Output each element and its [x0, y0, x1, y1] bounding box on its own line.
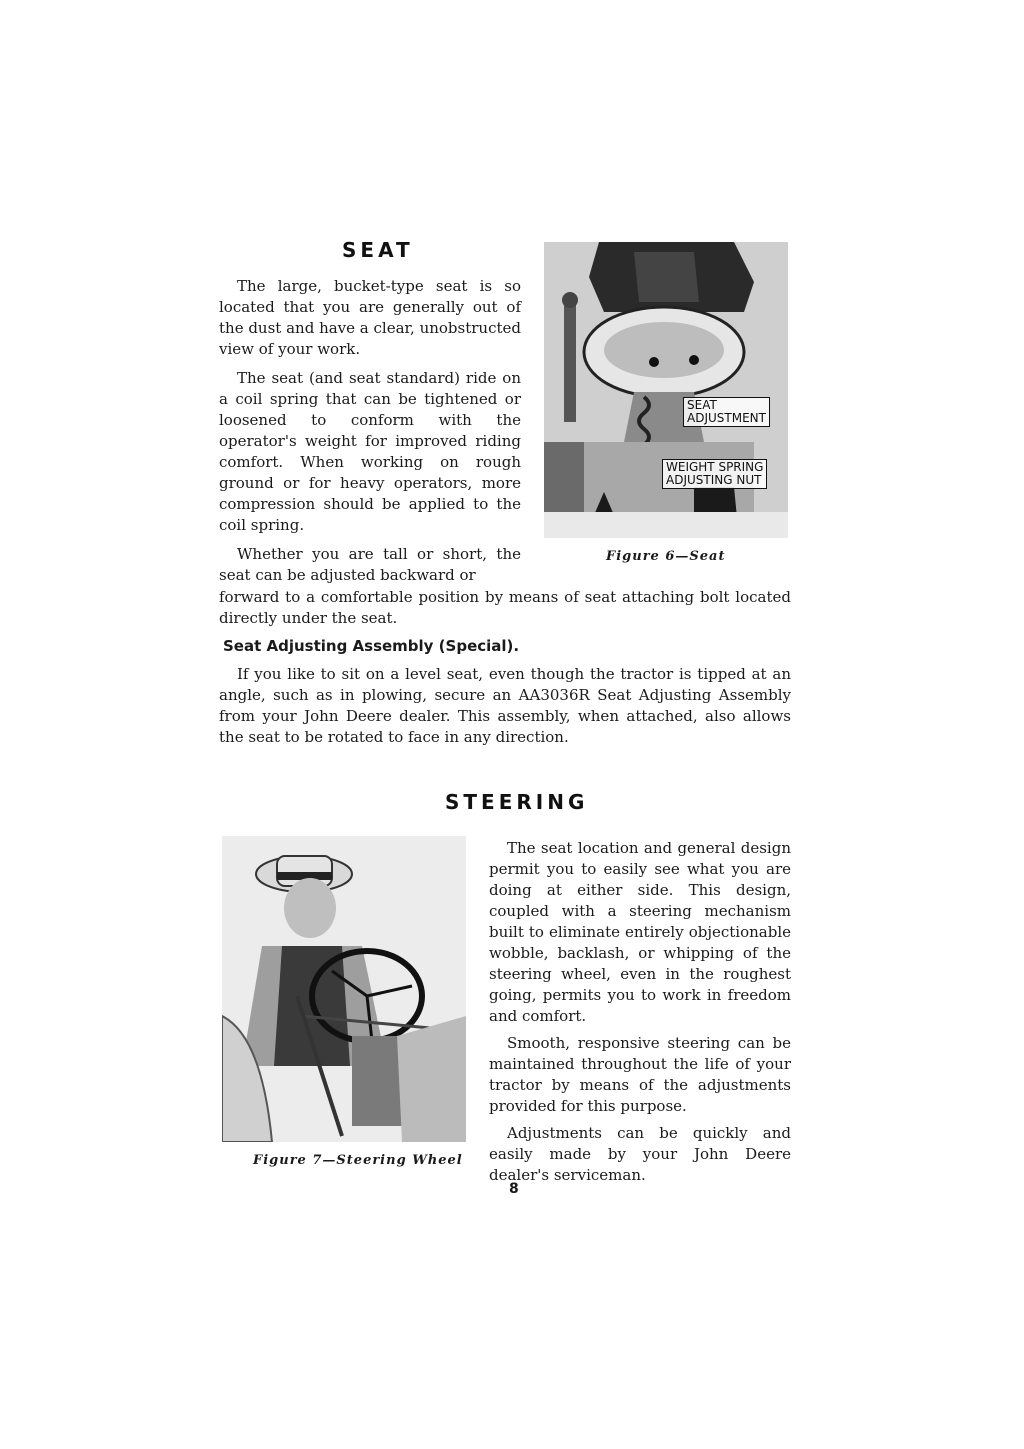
seat-paragraph-2: The seat (and seat standard) ride on a coil spring that can be tightened or loosened to conform with the operator's weight for improved riding comfort. When working on rough ground or for heavy operators, more compression should be applied to the coil spring. [219, 369, 521, 534]
steering-paragraph-1: The seat location and general design permit you to easily see what you are doing at either side. This design, coupled with a steering mechanism built to eliminate entirely objectionable wobble, backlash, or whipping of the steering wheel, even in the roughest going, permits you to work in freedom and comfort. [489, 839, 791, 1025]
weight-spring-label [662, 459, 767, 489]
seat-heading: SEAT [342, 238, 414, 262]
seat-paragraph-3a: Whether you are tall or short, the seat can be adjusted backward or [219, 545, 521, 584]
seat-label-line-1: SEAT [687, 398, 717, 412]
steering-paragraph-3: Adjustments can be quickly and easily made by your John Deere dealer's serviceman. [489, 1124, 791, 1184]
steering-heading: STEERING [445, 790, 589, 814]
page-number: 8 [509, 1181, 519, 1197]
spring-label-line-1: WEIGHT SPRING [666, 460, 764, 474]
steering-photo-illustration [222, 836, 466, 1142]
figure-7-caption: Figure 7—Steering Wheel [253, 1153, 463, 1168]
seat-adjustment-label [683, 397, 770, 427]
figure-6-caption: Figure 6—Seat [606, 549, 726, 564]
figure-6-seat-photo [544, 242, 788, 538]
steering-paragraph-2: Smooth, responsive steering can be maintained throughout the life of your tractor by means of the adjustments provided for this purpose. [489, 1034, 791, 1115]
steering-text-column [489, 838, 791, 1186]
seat-paragraph-4: If you like to sit on a level seat, even though the tractor is tipped at an angle, such as in plowing, secure an AA3036R Seat Adjusting Assembly from your John Deere dealer. This assembly, when attached, also allows the seat to be rotated to face in any direction. [219, 665, 791, 746]
seat-photo-illustration [544, 242, 788, 538]
seat-adjusting-assembly-heading: Seat Adjusting Assembly (Special). [223, 637, 520, 655]
seat-paragraph-1: The large, bucket-type seat is so located that you are generally out of the dust and have a clear, unobstructed view of your work. [219, 277, 521, 358]
seat-label-line-2: ADJUSTMENT [687, 411, 766, 425]
figure-7-steering-photo [222, 836, 466, 1142]
seat-paragraph-3b: forward to a comfortable position by means of seat attaching bolt located directly under the seat. [219, 588, 791, 627]
seat-text-column [219, 276, 521, 586]
spring-label-line-2: ADJUSTING NUT [666, 473, 762, 487]
